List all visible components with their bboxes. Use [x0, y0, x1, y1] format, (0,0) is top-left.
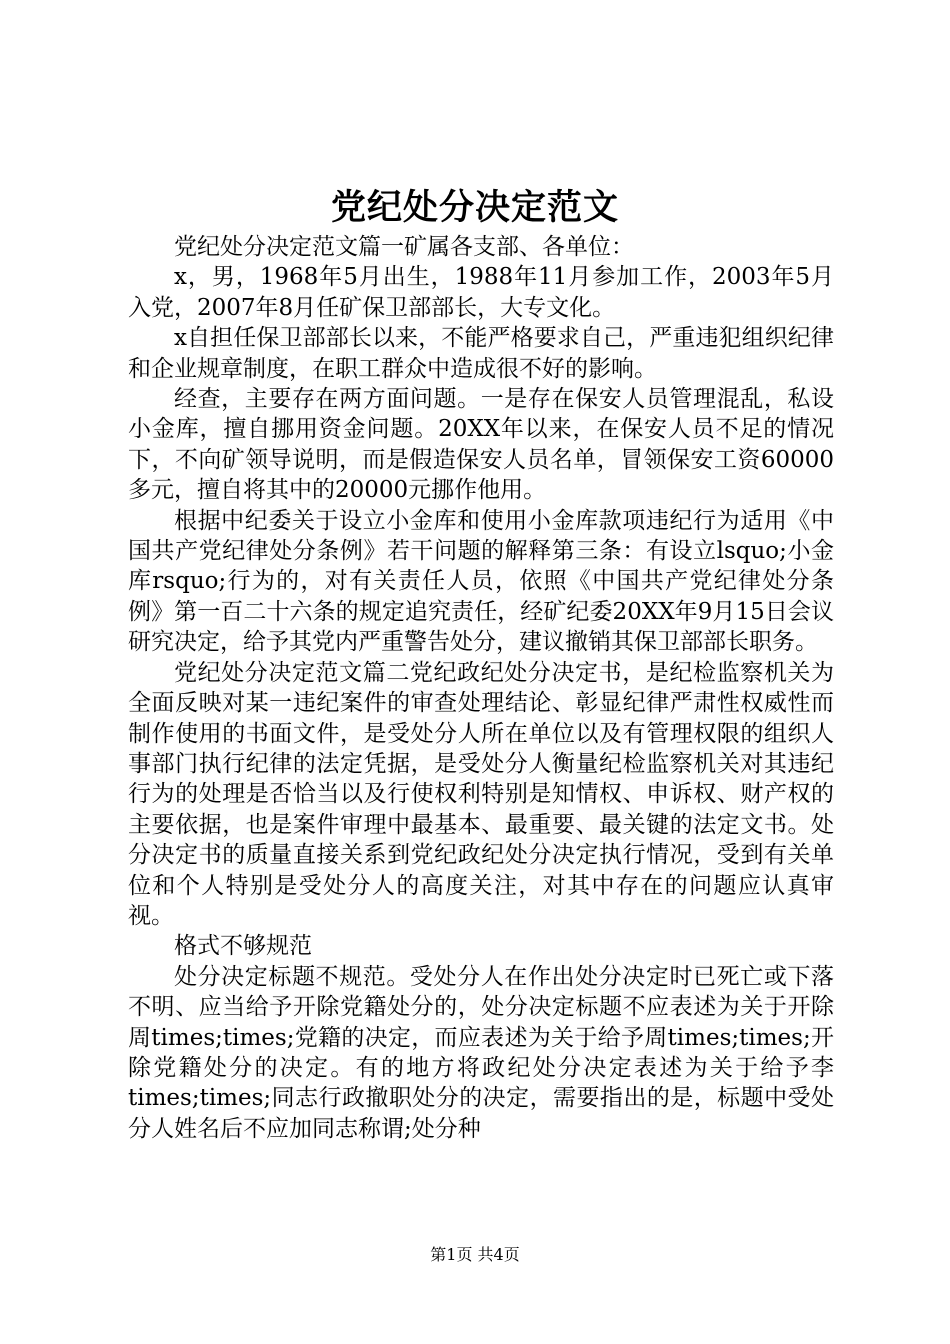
paragraph-8: 处分决定标题不规范。受处分人在作出处分决定时已死亡或下落不明、应当给予开除党籍处分的，处分决定标题不应表述为关于开除周times;times;党籍的决定，而应表述为关于给予周times;times;开除党籍处分的决定。有的地方将政纪处分决定表述为关于给予李times;times;同志行政撤职处分的决定，需要指出的是，标题中受处分人姓名后不应加同志称谓;处分种: [128, 963, 834, 1142]
paragraph-5: 根据中纪委关于设立小金库和使用小金库款项违纪行为适用《中国共产党纪律处分条例》若干问题的解释第三条：有设立lsquo;小金库rsquo;行为的，对有关责任人员，依照《中国共产党纪律处分条例》第一百二十六条的规定追究责任，经矿纪委20XX年9月15日会议研究决定，给予其党内严重警告处分，建议撤销其保卫部部长职务。: [128, 507, 834, 656]
paragraph-6: 党纪处分决定范文篇二党纪政纪处分决定书，是纪检监察机关为全面反映对某一违纪案件的审查处理结论、彰显纪律严肃性权威性而制作使用的书面文件，是受处分人所在单位以及有管理权限的组织人事部门执行纪律的法定凭据，是受处分人衡量纪检监察机关对其违纪行为的处理是否恰当以及行使权利特别是知情权、申诉权、财产权的主要依据，也是案件审理中最基本、最重要、最关键的法定文书。处分决定书的质量直接关系到党纪政纪处分决定执行情况，受到有关单位和个人特别是受处分人的高度关注，对其中存在的问题应认真审视。: [128, 659, 834, 929]
document-body: [128, 232, 834, 1144]
paragraph-4: 经查，主要存在两方面问题。一是存在保安人员管理混乱，私设小金库，擅自挪用资金问题。20XX年以来，在保安人员不足的情况下，不向矿领导说明，而是假造保安人员名单，冒领保安工资60000多元，擅自将其中的20000元挪作他用。: [128, 386, 834, 504]
paragraph-3: x自担任保卫部部长以来，不能严格要求自己，严重违犯组织纪律和企业规章制度，在职工群众中造成很不好的影响。: [128, 325, 834, 382]
document-title: 党纪处分决定范文: [330, 187, 619, 228]
paragraph-7: 格式不够规范: [174, 933, 312, 960]
paragraph-1: 党纪处分决定范文篇一矿属各支部、各单位：: [174, 234, 634, 260]
page-footer: 第1页 共4页: [430, 1245, 520, 1264]
paragraph-2: x，男，1968年5月出生，1988年11月参加工作，2003年5月入党，2007年8月任矿保卫部部长，大专文化。: [128, 264, 834, 321]
